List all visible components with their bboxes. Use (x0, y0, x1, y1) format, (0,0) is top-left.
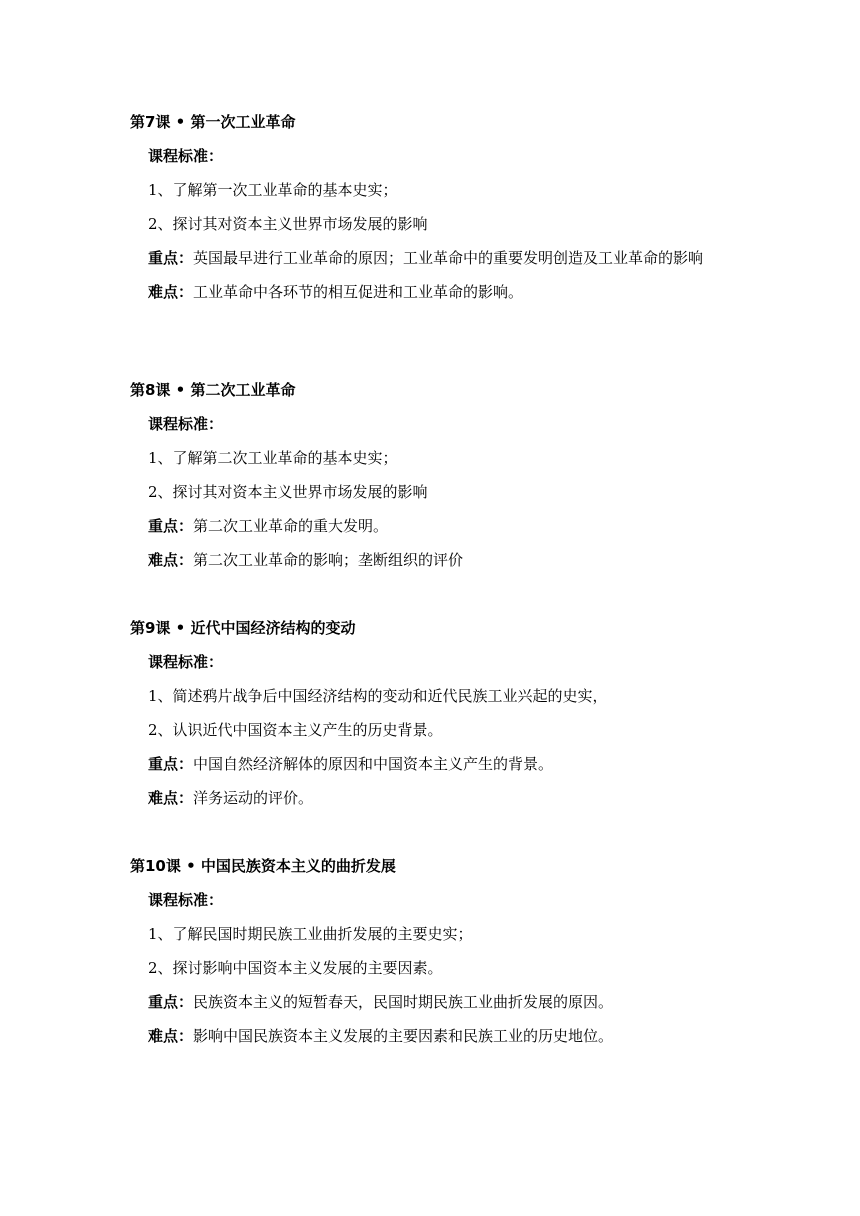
key-point-text: 第二次工业革命的重大发明。 (193, 517, 389, 535)
difficulty-label: 难点： (148, 551, 194, 569)
lesson-title: 第9课 • 近代中国经济结构的变动 (130, 619, 356, 637)
lesson-title: 第10课 • 中国民族资本主义的曲折发展 (130, 857, 396, 875)
standard-item: 2、探讨其对资本主义世界市场发展的影响 (148, 215, 428, 233)
difficulty-text: 工业革命中各环节的相互促进和工业革命的影响。 (193, 283, 524, 301)
lesson-section (130, 611, 740, 815)
standards-heading (130, 645, 740, 679)
difficulty-label: 难点： (148, 1027, 194, 1045)
difficulty-point (130, 781, 740, 815)
key-point (130, 985, 740, 1019)
key-point-text: 中国自然经济解体的原因和中国资本主义产生的背景。 (193, 755, 554, 773)
lesson-section (130, 105, 740, 309)
standard-item: 1、了解民国时期民族工业曲折发展的主要史实； (148, 925, 473, 943)
key-point-label: 重点： (148, 517, 194, 535)
lesson-title: 第7课 • 第一次工业革命 (130, 113, 296, 131)
standards-heading (130, 139, 740, 173)
standard-item: 1、简述鸦片战争后中国经济结构的变动和近代民族工业兴起的史实， (148, 687, 608, 705)
difficulty-text: 第二次工业革命的影响；垄断组织的评价 (193, 551, 464, 569)
standards-label: 课程标准： (148, 147, 224, 165)
standards-label: 课程标准： (148, 415, 224, 433)
key-point-label: 重点： (148, 249, 194, 267)
lesson-section (130, 373, 740, 577)
standard-item: 2、认识近代中国资本主义产生的历史背景。 (148, 721, 443, 739)
standard-item: 1、了解第一次工业革命的基本史实； (148, 181, 398, 199)
standard-item: 2、探讨影响中国资本主义发展的主要因素。 (148, 959, 443, 977)
lesson-section (130, 849, 740, 1053)
key-point (130, 747, 740, 781)
standards-heading (130, 883, 740, 917)
key-point-text: 民族资本主义的短暂春天，民国时期民族工业曲折发展的原因。 (193, 993, 614, 1011)
difficulty-text: 洋务运动的评价。 (193, 789, 314, 807)
standard-item: 2、探讨其对资本主义世界市场发展的影响 (148, 483, 428, 501)
lesson-title: 第8课 • 第二次工业革命 (130, 381, 296, 399)
difficulty-label: 难点： (148, 789, 194, 807)
difficulty-label: 难点： (148, 283, 194, 301)
standards-label: 课程标准： (148, 653, 224, 671)
key-point (130, 509, 740, 543)
key-point (130, 241, 740, 275)
standard-item: 1、了解第二次工业革命的基本史实； (148, 449, 398, 467)
difficulty-text: 影响中国民族资本主义发展的主要因素和民族工业的历史地位。 (193, 1027, 614, 1045)
standards-heading (130, 407, 740, 441)
difficulty-point (130, 1019, 740, 1053)
difficulty-point (130, 543, 740, 577)
standards-label: 课程标准： (148, 891, 224, 909)
difficulty-point (130, 275, 740, 309)
key-point-label: 重点： (148, 993, 194, 1011)
key-point-text: 英国最早进行工业革命的原因；工业革命中的重要发明创造及工业革命的影响 (193, 249, 704, 267)
key-point-label: 重点： (148, 755, 194, 773)
